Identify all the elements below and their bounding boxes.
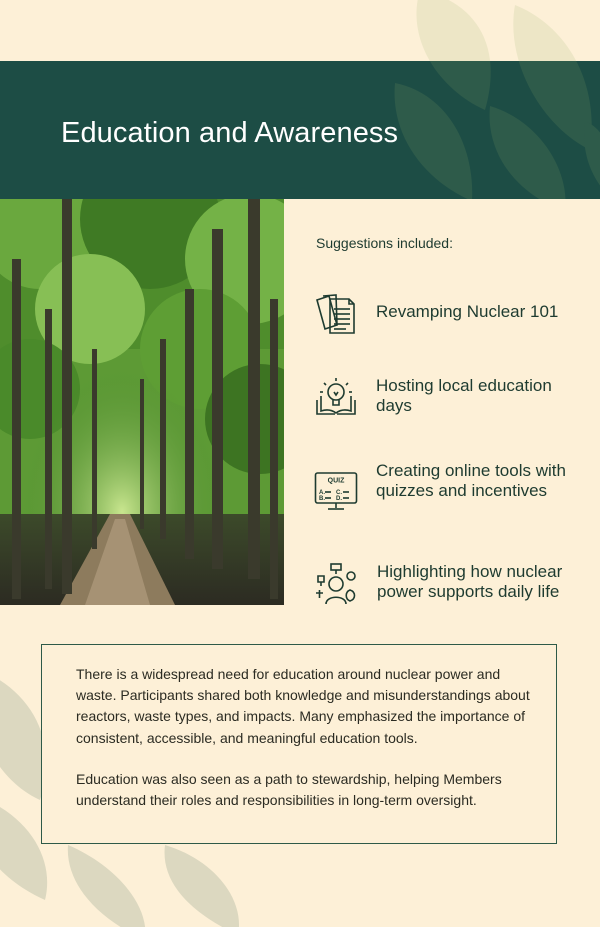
online-quiz-icon xyxy=(314,469,358,513)
suggestion-label: Creating online tools with quizzes and incentives xyxy=(376,461,566,500)
summary-box xyxy=(41,644,557,844)
quiz-heading: QUIZ xyxy=(327,477,345,485)
suggestion-item xyxy=(314,562,590,614)
lightbulb-book-icon xyxy=(314,376,358,420)
page-title: Education and Awareness xyxy=(61,117,399,149)
suggestions-intro: Suggestions included: xyxy=(316,235,453,251)
forest-path-photo xyxy=(0,199,284,605)
quiz-option-d: D. xyxy=(336,496,342,502)
quiz-option-c: C. xyxy=(336,490,342,496)
person-daily-life-icon xyxy=(314,562,358,606)
suggestion-label: Revamping Nuclear 101 xyxy=(376,302,559,321)
summary-paragraph-1: There is a widespread need for education around nuclear power and waste. Participants shared both knowledge and misunderstandings about reactors, waste types, and impacts. Many emphasized the importance of consistent, accessible, and meaningful education tools. xyxy=(76,666,530,746)
suggestion-label: Hosting local education days xyxy=(376,376,552,415)
quiz-option-a: A. xyxy=(319,490,325,496)
suggestion-item xyxy=(314,292,590,344)
suggestion-label: Highlighting how nuclear power supports daily life xyxy=(377,562,563,601)
summary-paragraph-2: Education was also seen as a path to stewardship, helping Members understand their roles and responsibilities in long-term oversight. xyxy=(76,770,502,809)
quiz-option-b: B. xyxy=(319,496,325,502)
suggestion-item xyxy=(314,461,590,521)
suggestion-item xyxy=(314,376,590,428)
documents-icon xyxy=(314,292,358,336)
